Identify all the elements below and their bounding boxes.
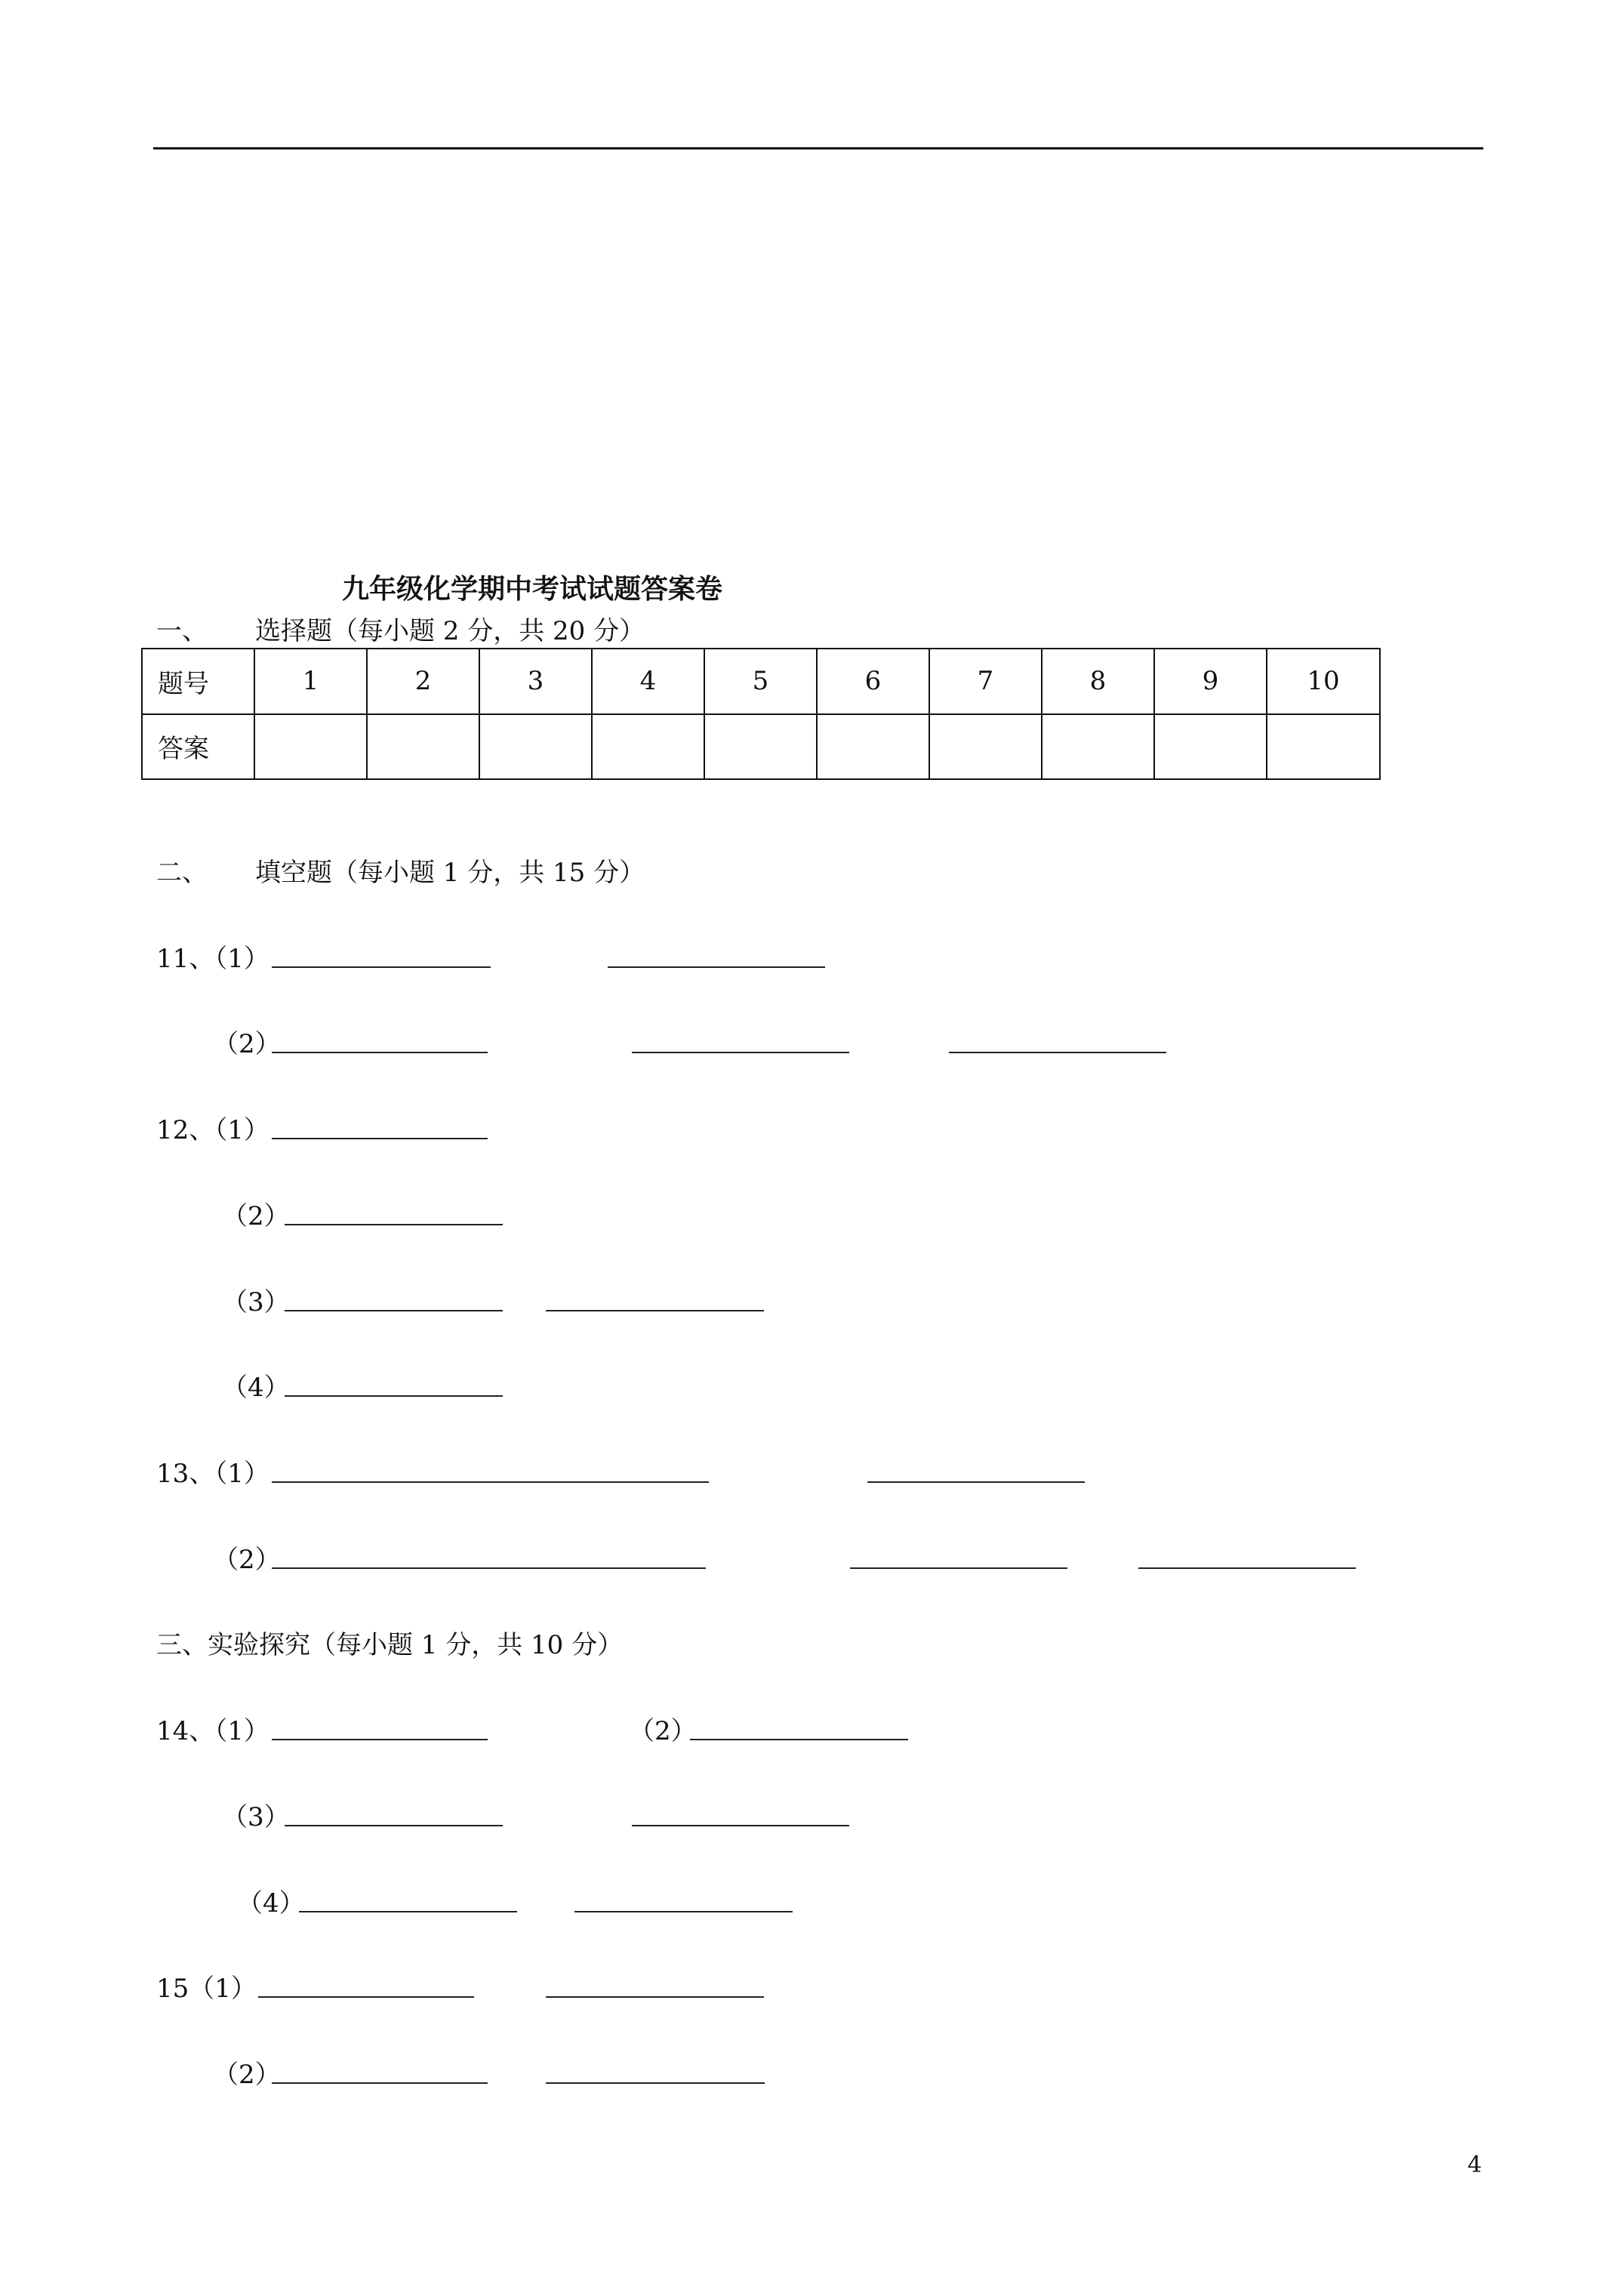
answer-cell[interactable] [367,714,479,780]
answer-blank[interactable] [272,1481,709,1483]
q15-2-label: （2） [213,2060,281,2090]
answer-cell[interactable] [817,714,929,780]
answer-blank[interactable] [272,1052,488,1053]
answer-blank[interactable] [546,1996,764,1998]
q13-1-label: 13、（1） [156,1459,269,1489]
q12-3-label: （3） [222,1287,290,1318]
answer-cell[interactable] [929,714,1042,780]
q15-1-label: 15（1） [156,1974,257,2004]
section1-heading: 选择题（每小题 2 分，共 20 分） [255,616,645,646]
answer-blank[interactable] [546,1310,764,1311]
answer-blank[interactable] [285,1224,503,1225]
answer-cell[interactable] [479,714,592,780]
q14-4-label: （4） [237,1888,305,1918]
question-number-cell: 4 [592,649,704,714]
section1-number: 一、 [156,616,208,646]
section3-heading: 三、实验探究（每小题 1 分，共 10 分） [156,1630,624,1660]
answer-header: 答案 [142,714,254,780]
answer-blank[interactable] [272,1567,706,1569]
answer-blank[interactable] [546,2082,765,2084]
header-rule [153,147,1483,149]
answer-row [142,714,1380,780]
answer-cell[interactable] [1154,714,1267,780]
answer-cell[interactable] [1042,714,1154,780]
section2-heading: 填空题（每小题 1 分，共 15 分） [255,858,645,888]
answer-blank[interactable] [272,2082,488,2084]
page-number: 4 [1467,2152,1483,2178]
answer-blank[interactable] [272,1138,488,1139]
question-number-cell: 7 [929,649,1042,714]
answer-cell[interactable] [704,714,817,780]
answer-blank[interactable] [299,1911,517,1912]
answer-cell[interactable] [1267,714,1380,780]
q11-2-label: （2） [213,1029,281,1059]
q13-2-label: （2） [213,1545,281,1575]
question-number-cell: 1 [254,649,367,714]
answer-blank[interactable] [1138,1567,1356,1569]
question-number-cell: 5 [704,649,817,714]
q14-2-label: （2） [629,1716,697,1746]
answer-blank[interactable] [574,1911,793,1912]
answer-blank[interactable] [632,1052,849,1053]
answer-blank[interactable] [285,1310,503,1311]
answer-blank[interactable] [608,966,825,968]
question-number-cell: 10 [1267,649,1380,714]
answer-blank[interactable] [272,966,491,968]
question-number-cell: 8 [1042,649,1154,714]
answer-cell[interactable] [254,714,367,780]
answer-cell[interactable] [592,714,704,780]
answer-blank[interactable] [850,1567,1067,1569]
q12-4-label: （4） [222,1373,290,1403]
question-number-header: 题号 [142,649,254,714]
answer-blank[interactable] [867,1481,1085,1483]
answer-blank[interactable] [285,1395,503,1397]
question-number-cell: 9 [1154,649,1267,714]
q12-1-label: 12、（1） [156,1115,269,1145]
question-number-cell: 2 [367,649,479,714]
answer-blank[interactable] [949,1052,1166,1053]
q14-1-label: 14、（1） [156,1716,269,1746]
answer-grid [141,648,1381,780]
answer-blank[interactable] [285,1825,503,1826]
answer-blank[interactable] [258,1996,474,1998]
question-number-row [142,649,1380,714]
q14-3-label: （3） [222,1802,290,1832]
page-title: 九年级化学期中考试试题答案卷 [342,573,723,605]
answer-blank[interactable] [690,1739,908,1740]
answer-blank[interactable] [632,1825,849,1826]
question-number-cell: 3 [479,649,592,714]
q12-2-label: （2） [222,1201,290,1231]
answer-blank[interactable] [272,1739,488,1740]
question-number-cell: 6 [817,649,929,714]
section2-number: 二、 [156,858,208,888]
q11-1-label: 11、（1） [156,944,269,974]
